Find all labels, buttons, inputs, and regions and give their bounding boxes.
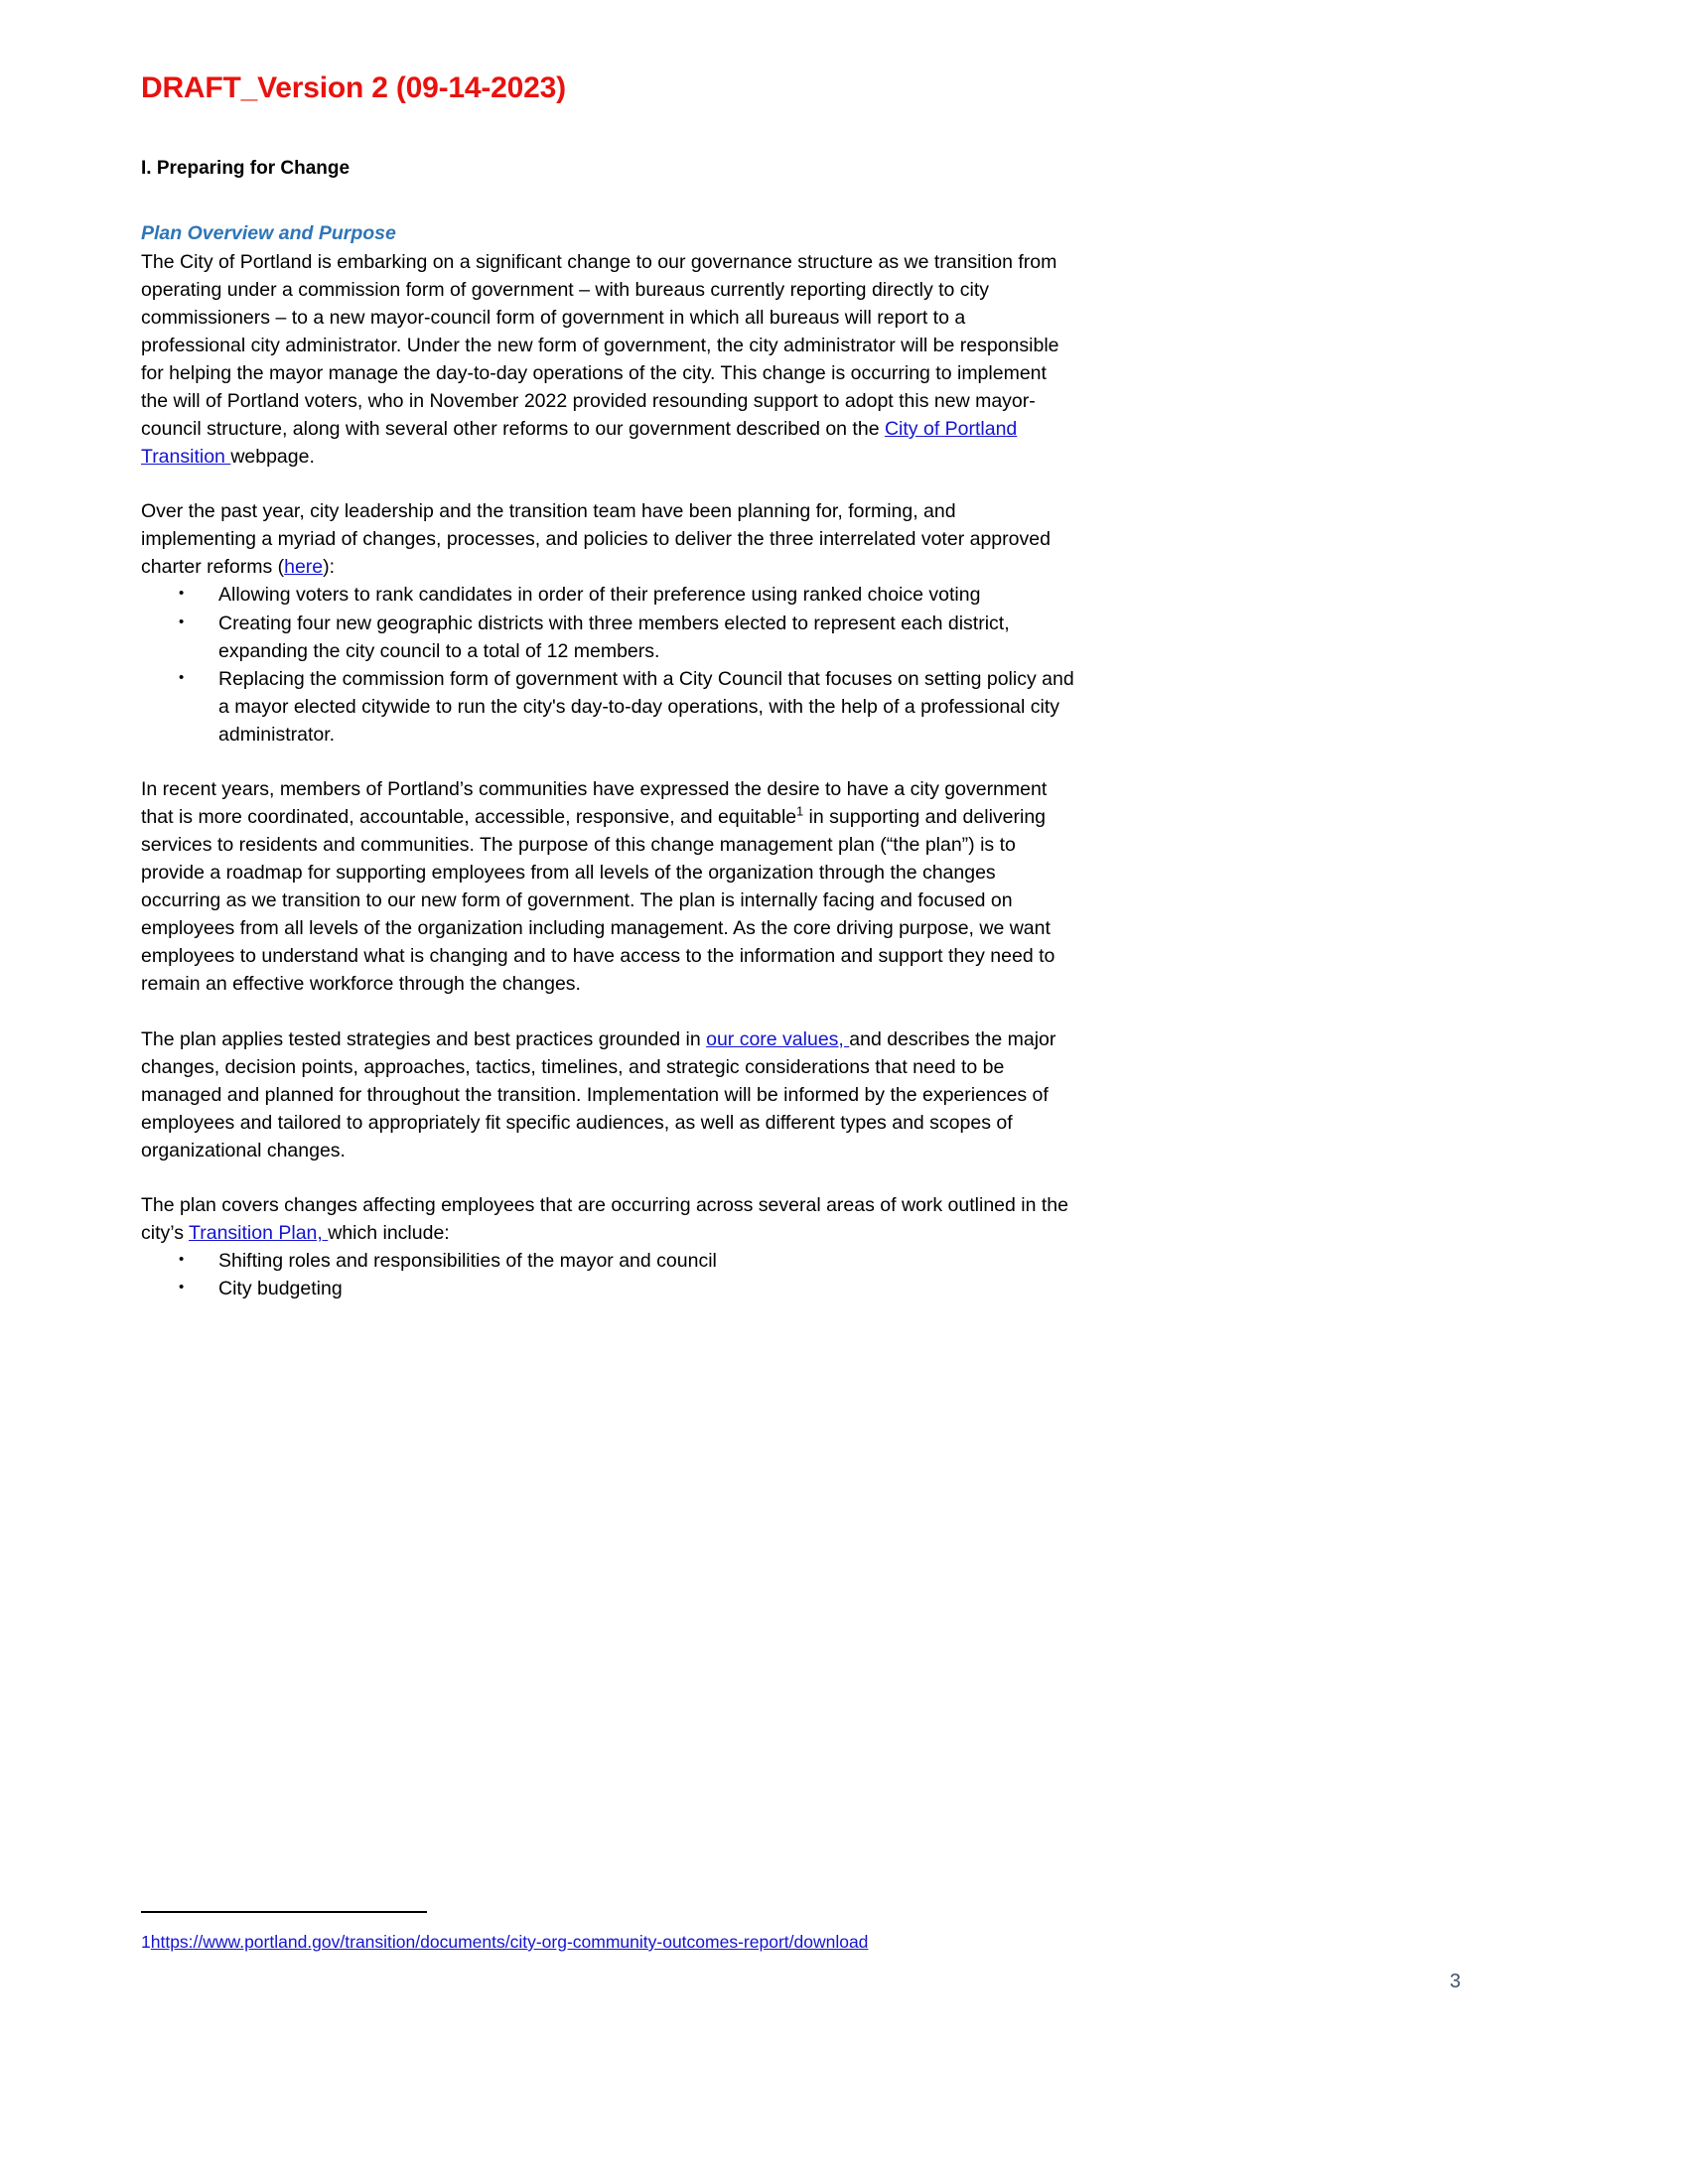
list-item [141, 610, 1074, 665]
list-item-label: Creating four new geographic districts with three members elected to represent each district, expanding the city council to a total of 12 members. [218, 612, 1010, 662]
footnote-marker[interactable]: 1 [796, 804, 804, 819]
paragraph-text-tail: which include: [328, 1221, 450, 1244]
list-item [141, 1275, 1074, 1302]
paragraph-text: Over the past year, city leadership and the transition team have been planning for, forming, and implementing a myriad of changes, processes, and policies to deliver the three interrelated voter approved charter reforms ( [141, 500, 1051, 579]
list-item-label: Shifting roles and responsibilities of the mayor and council [218, 1250, 717, 1273]
paragraph-purpose [141, 775, 1074, 999]
paragraph-coverage [141, 1191, 1074, 1247]
footnote-area [141, 1911, 1114, 1954]
list-item-label: Allowing voters to rank candidates in order of their preference using ranked choice voting [218, 584, 981, 607]
paragraph-core-values [141, 1025, 1074, 1164]
reform-bullet-list [141, 581, 1074, 748]
coverage-bullet-list [141, 1247, 1074, 1302]
subsection-heading: Plan Overview and Purpose [141, 222, 396, 245]
paragraph-plan-overview [141, 248, 1074, 472]
transition-plan-link[interactable]: Transition Plan, [189, 1221, 329, 1244]
paragraph-text: The plan covers changes affecting employees that are occurring across several areas of work outlined in the city’s [141, 1193, 1068, 1244]
page-content [141, 0, 1074, 1302]
list-item-label: Replacing the commission form of government with a City Council that focuses on setting policy and a mayor elected citywide to run the city's day-to-day operations, with the help of a professional city administrator. [218, 667, 1074, 746]
city-of-portland-transition-link[interactable]: City of Portland Transition [141, 418, 1018, 469]
paragraph-text-tail: ): [323, 556, 336, 579]
list-item-label: City budgeting [218, 1278, 343, 1300]
footnote-url-link[interactable]: https://www.portland.gov/transition/documents/city-org-community-outcomes-report/download [150, 1932, 869, 1952]
paragraph-text: The plan applies tested strategies and best practices grounded in [141, 1027, 707, 1050]
paragraph-text: In recent years, members of Portland’s communities have expressed the desire to have a city government that is more coordinated, accountable, accessible, responsive, and equitable [141, 777, 1048, 828]
paragraph-text-tail: in supporting and delivering services to residents and communities. The purpose of this change management plan (“the plan”) is to provide a roadmap for supporting employees from all levels of the organization through the changes occurring as we transition to our new form of government. The plan is internally facing and focused on employees from all levels of the organization including management. As the core driving purpose, we want employees to understand what is changing and to have access to the information and support they need to remain an effective workforce through the changes. [141, 805, 1055, 996]
our-core-values-link[interactable]: our core values, [706, 1027, 850, 1050]
paragraph-text: The City of Portland is embarking on a significant change to our governance structure as we transition from operating under a commission form of government – with bureaus currently reporting directly to city commissioners – to a new mayor-council form of government in which all bureaus will report to a professional city administrator. Under the new form of government, the city administrator will be responsible for helping the mayor manage the day-to-day operations of the city. This change is occurring to implement the will of Portland voters, who in November 2022 provided resounding support to adopt this new mayor-council structure, along with several other reforms to our government described on the [141, 250, 1059, 441]
document-title: DRAFT_Version 2 (09-14-2023) [141, 71, 566, 104]
footnote-separator-rule [141, 1911, 427, 1913]
paragraph-charter-reforms [141, 497, 1074, 581]
page-number: 3 [1450, 1971, 1462, 1992]
paragraph-text-tail: and describes the major changes, decision points, approaches, tactics, timelines, and strategic considerations that need to be managed and planned for throughout the transition. Implementation will be informed by the experiences of employees and tailored to appropriately fit specific audiences, as well as different types and scopes of organizational changes. [141, 1027, 1056, 1161]
footnote-number: 1 [141, 1932, 151, 1952]
footnote-entry [141, 1931, 1114, 1954]
section-heading: I. Preparing for Change [141, 157, 351, 179]
list-item [141, 581, 1074, 609]
here-link[interactable]: here [284, 556, 324, 579]
list-item [141, 665, 1074, 749]
list-item [141, 1247, 1074, 1275]
paragraph-text-tail: webpage. [230, 446, 315, 469]
